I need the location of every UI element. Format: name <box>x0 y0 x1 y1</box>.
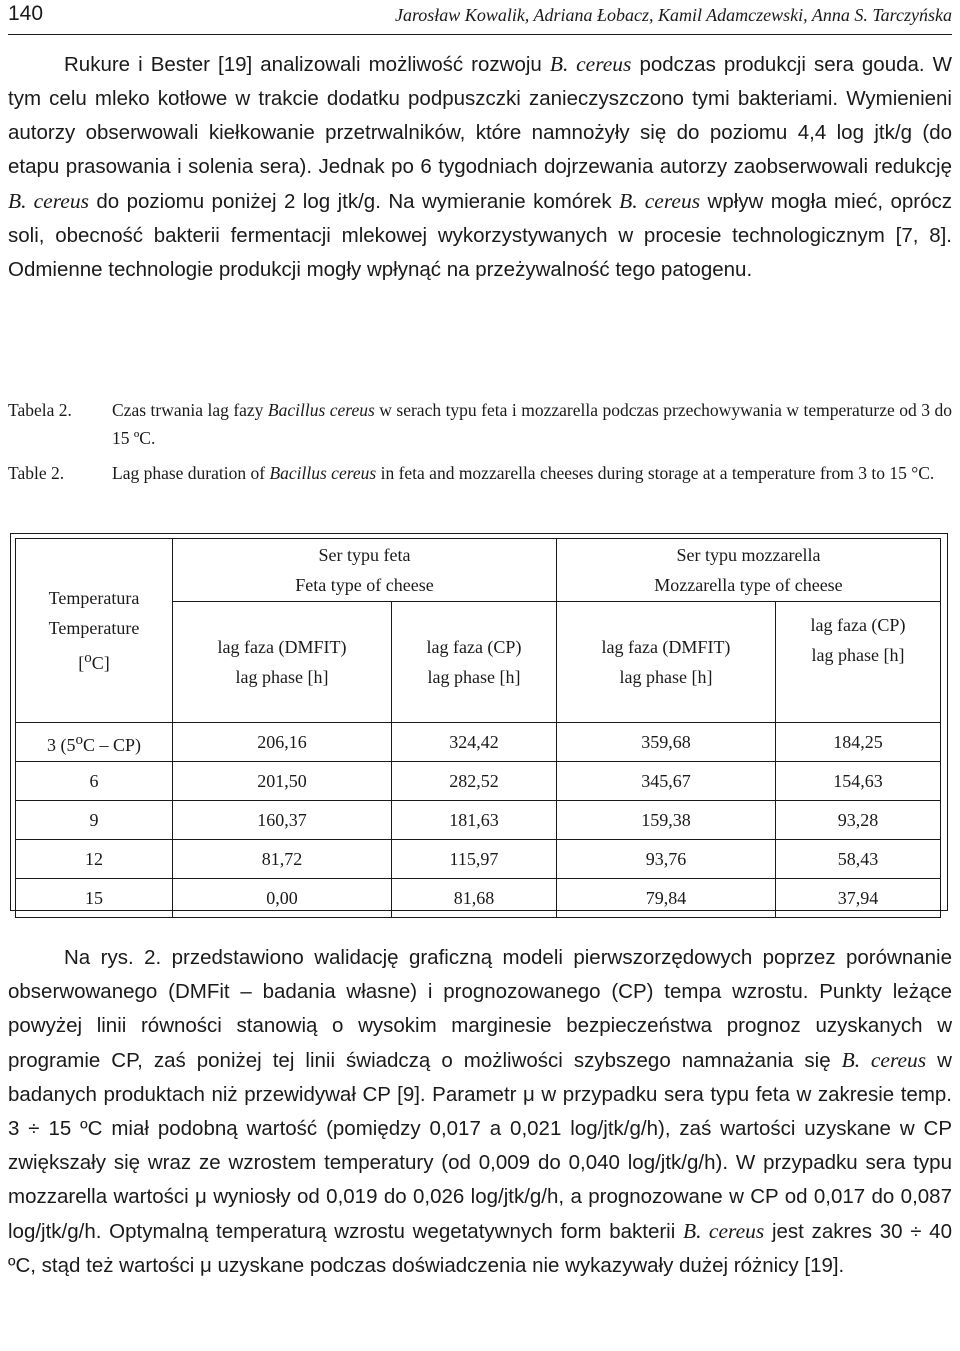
body-paragraph-2 <box>8 941 952 1283</box>
header-mozzarella-cp <box>775 602 940 723</box>
cell-value: 0,00 <box>173 879 392 918</box>
header-temperature <box>16 539 173 723</box>
lag-phase-table <box>15 538 941 918</box>
caption-text-en <box>112 459 952 487</box>
cell-value: 184,25 <box>775 723 940 762</box>
header-line: lag faza (DMFIT) <box>217 637 347 657</box>
caption-polish <box>8 396 952 452</box>
running-head-authors: Jarosław Kowalik, Adriana Łobacz, Kamil Adamczewski, Anna S. Tarczyńska <box>394 5 952 25</box>
cell-value: 93,76 <box>556 840 775 879</box>
species-name: B. cereus <box>841 1048 927 1072</box>
header-line: Temperature <box>48 618 140 638</box>
header-line <box>20 643 168 678</box>
running-head <box>8 0 952 30</box>
cell-value: 81,72 <box>173 840 392 879</box>
caption-label-pl: Tabela 2. <box>8 400 72 420</box>
text-run: Lag phase duration of <box>112 463 270 483</box>
species-name: B. cereus <box>8 189 89 213</box>
header-rule <box>8 34 952 35</box>
species-name: Bacillus cereus <box>267 400 375 420</box>
cell-value: 206,16 <box>173 723 392 762</box>
header-line: Temperatura <box>48 588 140 608</box>
header-mozzarella-group <box>556 539 940 602</box>
header-line: lag phase [h] <box>235 667 329 687</box>
text-run: w serach typu feta i mozzarella podczas przechowywania w temperaturze od 3 do 15 ºC. <box>112 400 952 448</box>
caption-english <box>8 459 952 487</box>
header-line: lag phase [h] <box>427 667 521 687</box>
table-row <box>16 879 941 918</box>
header-line: lag faza (CP) <box>426 637 522 657</box>
text-run: [ <box>78 653 85 673</box>
header-line: Ser typu mozzarella <box>676 545 821 565</box>
cell-value: 181,63 <box>391 801 556 840</box>
text-run: do poziomu poniżej 2 log jtk/g. Na wymieranie komórek <box>88 190 620 213</box>
cell-value: 160,37 <box>173 801 392 840</box>
header-line: lag faza (DMFIT) <box>601 637 731 657</box>
body-paragraph-1 <box>8 47 952 287</box>
cell-value: 154,63 <box>775 762 940 801</box>
cell-temperature: 12 <box>16 840 173 879</box>
cell-value: 79,84 <box>556 879 775 918</box>
cell-value: 345,67 <box>556 762 775 801</box>
table-row <box>16 762 941 801</box>
cell-temperature: 15 <box>16 879 173 918</box>
cell-value: 359,68 <box>556 723 775 762</box>
header-line: lag faza (CP) <box>810 615 906 635</box>
table-header-row <box>16 539 941 602</box>
text-run: w badanych produktach niż przewidywał CP [9]. Parametr μ w przypadku sera typu feta w zakresie temp. 3 ÷ 15 ºC miał podobną wartość (pomiędzy 0,017 a 0,021 log/jtk/g/h), zaś wartości uzyskane w CP zwiększały się wraz ze wzrostem temperatury (od 0,009 do 0,040 log/jtk/g/h). W przypadku sera typu mozzarella wartości μ wyniosły od 0,019 do 0,026 log/jtk/g/h, a prognozowane w CP od 0,017 do 0,087 log/jtk/g/h. Optymalną temperaturą wzrostu wegetatywnych form bakterii <box>8 1049 952 1243</box>
species-name: B. cereus <box>549 52 632 76</box>
page-number: 140 <box>8 2 44 25</box>
text-run: in feta and mozzarella cheeses during storage at a temperature from 3 to 15 °C. <box>376 463 935 483</box>
header-line: Ser typu feta <box>318 545 411 565</box>
cell-value: 58,43 <box>775 840 940 879</box>
header-feta-dmfit <box>173 602 392 723</box>
text-run: jest zakres 30 ÷ 40 ºC, stąd też wartości μ uzyskane podczas doświadczenia nie wykazywały dużej różnicy [19]. <box>8 1220 952 1277</box>
species-name: B. cereus <box>619 189 701 213</box>
table-row <box>16 840 941 879</box>
text-run: Czas trwania lag fazy <box>112 400 268 420</box>
table-frame <box>10 533 948 911</box>
cell-value: 37,94 <box>775 879 940 918</box>
table-row <box>16 801 941 840</box>
header-line: lag phase [h] <box>811 645 905 665</box>
cell-temperature <box>16 723 173 762</box>
species-name: B. cereus <box>683 1219 765 1243</box>
cell-value: 93,28 <box>775 801 940 840</box>
table-caption <box>8 396 952 487</box>
cell-value: 159,38 <box>556 801 775 840</box>
caption-label-en: Table 2. <box>8 463 65 483</box>
cell-value: 81,68 <box>391 879 556 918</box>
caption-text-pl <box>112 396 952 452</box>
cell-value: 324,42 <box>391 723 556 762</box>
cell-temperature: 9 <box>16 801 173 840</box>
degree-superscript: o <box>75 731 83 748</box>
species-name: Bacillus cereus <box>269 463 377 483</box>
header-feta-cp <box>391 602 556 723</box>
text-run: wpływ mogła mieć, oprócz soli, obecność bakterii fermentacji mlekowej wykorzystywanych w procesie technologicznym [7, 8]. Odmienne technologie produkcji mogły wpłynąć na przeżywalność tego patogenu. <box>8 190 952 281</box>
text-run: podczas produkcji sera gouda. W tym celu mleko kotłowe w trakcie dodatku podpuszczki zanieczyszczono tymi bakteriami. Wymienieni autorzy obserwowali kiełkowanie przetrwalników, które namnożyły się do poziomu 4,4 log jtk/g (do etapu prasowania i solenia sera). Jednak po 6 tygodniach dojrzewania autorzy zaobserwowali redukcję <box>8 53 952 178</box>
header-mozzarella-dmfit <box>556 602 775 723</box>
header-line: Feta type of cheese <box>295 575 434 595</box>
text-run: Rukure i Bester [19] analizowali możliwość rozwoju <box>64 53 550 76</box>
table-row <box>16 723 941 762</box>
text-run: Na rys. 2. przedstawiono walidację graficzną modeli pierwszorzędowych poprzez porównanie obserwowanego (DMFit – badania własne) i prognozowanego (CP) tempa wzrostu. Punkty leżące powyżej linii równości stanowią o wysokim marginesie bezpieczeństwa prognoz uzyskanych w programie CP, zaś poniżej tej linii świadczą o możliwości szybszego namnażania się <box>8 946 952 1072</box>
text-run: C – CP) <box>82 734 142 755</box>
degree-superscript: o <box>84 650 92 666</box>
header-feta-group <box>173 539 557 602</box>
header-line: Mozzarella type of cheese <box>654 575 843 595</box>
cell-value: 201,50 <box>173 762 392 801</box>
cell-temperature: 6 <box>16 762 173 801</box>
cell-value: 115,97 <box>391 840 556 879</box>
cell-value: 282,52 <box>391 762 556 801</box>
header-line: lag phase [h] <box>619 667 713 687</box>
text-run: C] <box>91 653 110 673</box>
text-run: 3 (5 <box>46 734 76 755</box>
